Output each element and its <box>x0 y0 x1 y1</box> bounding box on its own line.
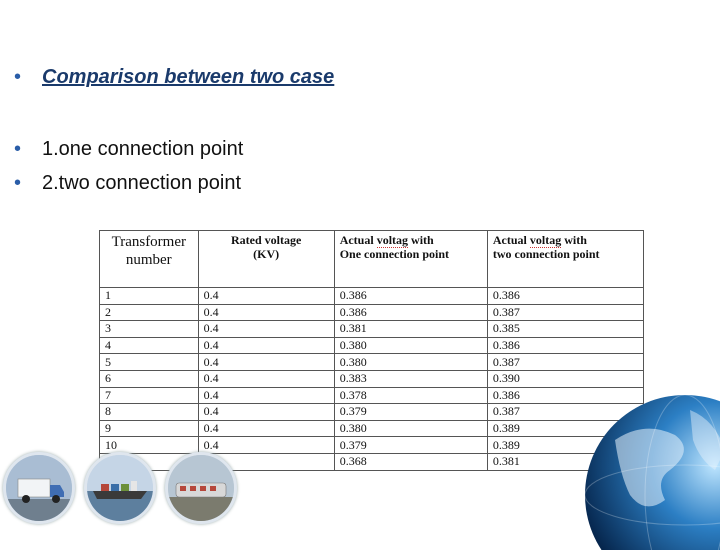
table-cell: 0.4 <box>198 437 334 454</box>
heading-text: Comparison between two case <box>42 66 335 88</box>
table-cell: 0.390 <box>487 370 643 387</box>
table-cell: 0.381 <box>334 321 487 338</box>
table-cell: 0.4 <box>198 321 334 338</box>
train-icon <box>165 452 237 524</box>
header-text: Actual <box>492 233 527 247</box>
table-cell: 5 <box>100 354 199 371</box>
header-text: Rated voltage <box>230 233 302 247</box>
truck-icon <box>3 452 75 524</box>
table-cell: 9 <box>100 420 199 437</box>
header-text: two connection point <box>492 247 600 261</box>
table-cell: 0.385 <box>487 321 643 338</box>
header-text: Actual <box>339 233 374 247</box>
table-cell: 0.379 <box>334 437 487 454</box>
table-cell: 0.389 <box>487 437 643 454</box>
table-cell: 0.4 <box>198 288 334 305</box>
table-row <box>100 337 644 354</box>
globe-icon <box>575 380 720 550</box>
table-header-row <box>100 231 644 288</box>
ship-icon <box>84 452 156 524</box>
table-cell: 10 <box>100 437 199 454</box>
header-text: with <box>411 233 434 247</box>
bullet-glyph: • <box>14 66 22 88</box>
header-transformer-number <box>100 231 199 288</box>
table-cell: 0.386 <box>487 337 643 354</box>
table-cell: 0.4 <box>198 337 334 354</box>
bullet-glyph: • <box>14 138 22 160</box>
header-text: One connection point <box>339 247 450 261</box>
header-rated-voltage <box>198 231 334 288</box>
table-cell: 4 <box>100 337 199 354</box>
bullet-item <box>14 172 241 195</box>
voltage-comparison-table <box>99 230 644 468</box>
table-cell: 0.386 <box>487 288 643 305</box>
header-text: voltag <box>529 233 562 247</box>
table-cell: 0.380 <box>334 354 487 371</box>
table-cell: 0.4 <box>198 404 334 421</box>
header-actual-two <box>487 231 643 288</box>
header-text: with <box>564 233 587 247</box>
data-table <box>99 230 644 471</box>
table-cell: 0.381 <box>487 453 643 470</box>
bullet-item <box>14 138 243 161</box>
table-cell: 0.387 <box>487 354 643 371</box>
table-cell: 0.378 <box>334 387 487 404</box>
table-cell: 0.4 <box>198 420 334 437</box>
table-row <box>100 404 644 421</box>
table-cell: 0.387 <box>487 304 643 321</box>
table-row <box>100 370 644 387</box>
table-cell: 0.383 <box>334 370 487 387</box>
table-cell: 8 <box>100 404 199 421</box>
table-cell: 0.389 <box>487 420 643 437</box>
table-cell: 0.4 <box>198 304 334 321</box>
table-cell: 0.387 <box>487 404 643 421</box>
slide-heading <box>14 66 334 89</box>
table-cell: 3 <box>100 321 199 338</box>
table-row <box>100 437 644 454</box>
table-cell: 0.379 <box>334 404 487 421</box>
table-row <box>100 304 644 321</box>
bullet-item-text: 1.one connection point <box>42 138 244 160</box>
table-cell: 0.4 <box>198 370 334 387</box>
header-text: number <box>125 252 172 268</box>
header-text: voltag <box>376 233 409 247</box>
bullet-item-text: 2.two connection point <box>42 172 242 194</box>
table-cell: 7 <box>100 387 199 404</box>
bullet-glyph: • <box>14 172 22 194</box>
table-cell: 0.386 <box>334 288 487 305</box>
table-cell: 0.386 <box>487 387 643 404</box>
table-row <box>100 354 644 371</box>
table-cell: 0.4 <box>198 387 334 404</box>
table-cell: 0.380 <box>334 420 487 437</box>
header-text: (KV) <box>253 247 280 261</box>
table-cell: 0.380 <box>334 337 487 354</box>
table-cell: 0.386 <box>334 304 487 321</box>
table-row <box>100 387 644 404</box>
table-cell: 0.4 <box>198 354 334 371</box>
table-row <box>100 321 644 338</box>
table-row <box>100 288 644 305</box>
table-cell: 2 <box>100 304 199 321</box>
header-text: Transformer <box>111 234 186 250</box>
table-cell: 6 <box>100 370 199 387</box>
header-actual-one <box>334 231 487 288</box>
table-cell: 1 <box>100 288 199 305</box>
table-cell: 0.368 <box>334 453 487 470</box>
table-row <box>100 420 644 437</box>
